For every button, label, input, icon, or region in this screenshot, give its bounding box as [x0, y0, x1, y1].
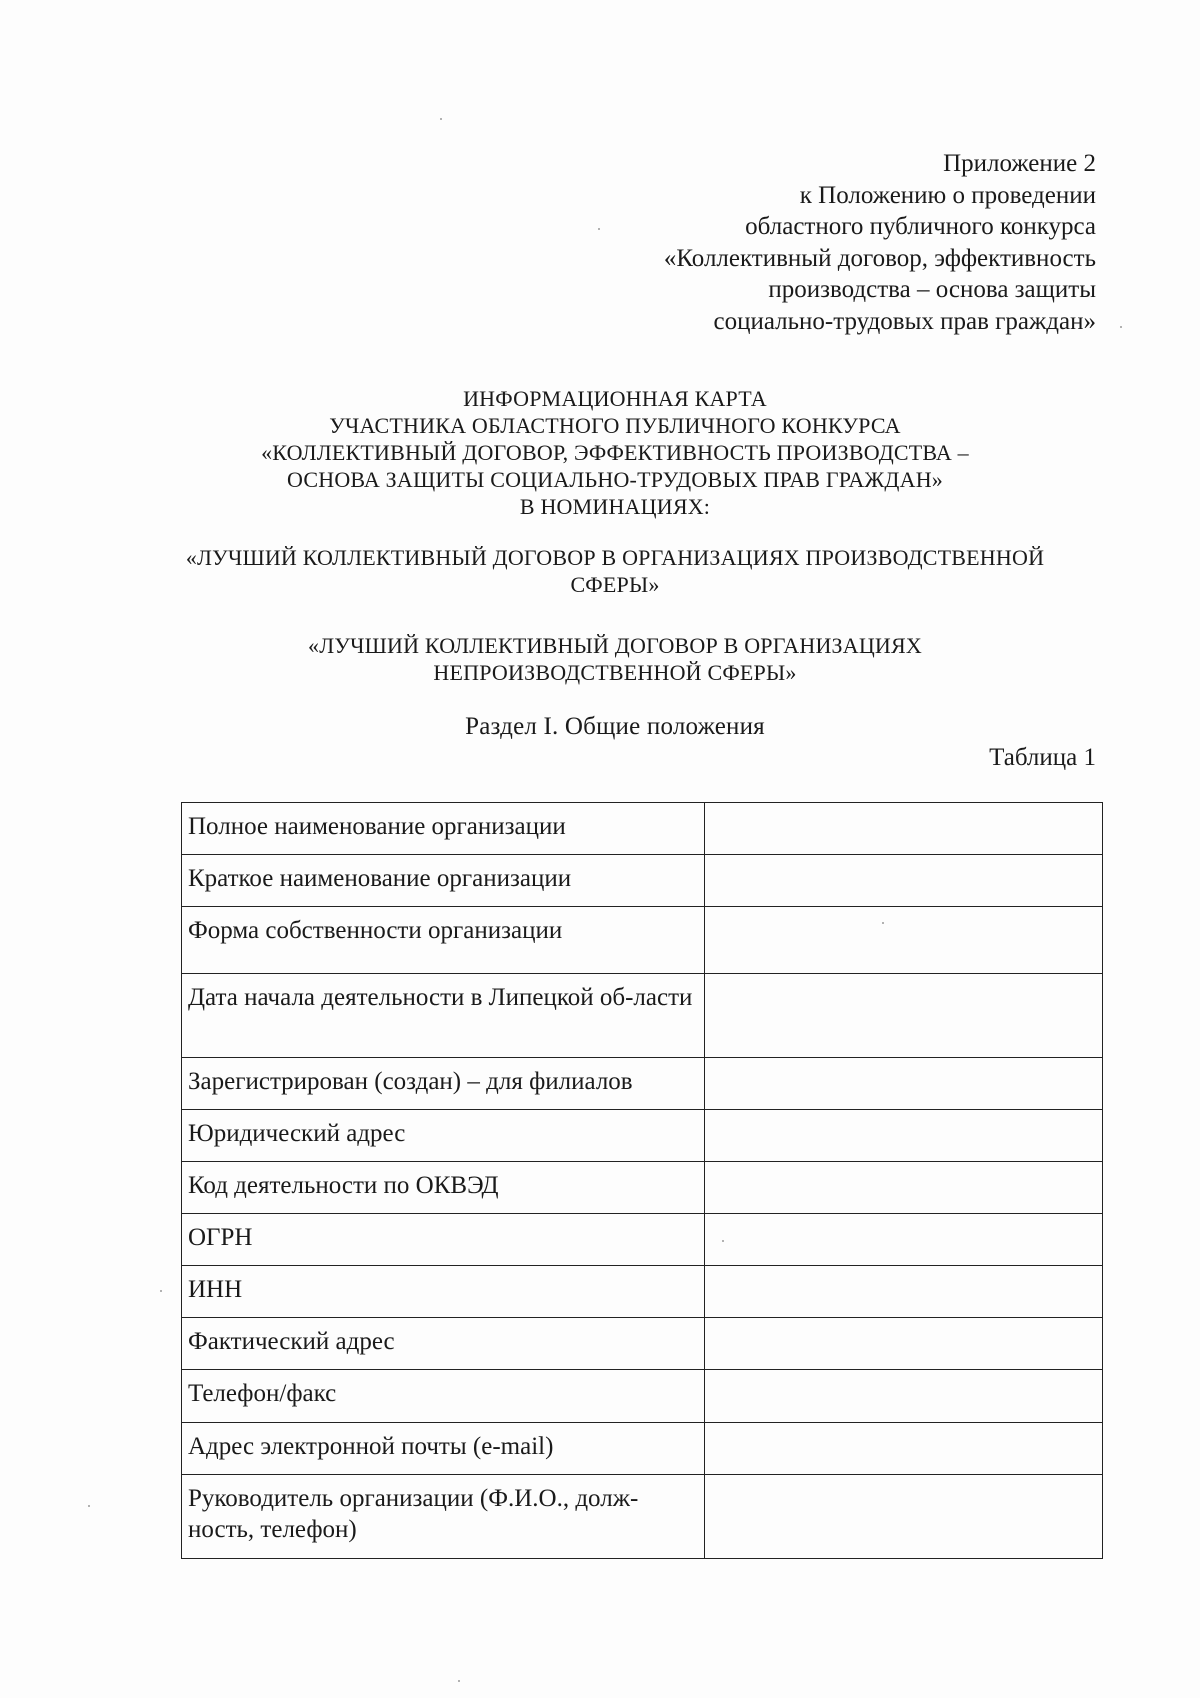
row-label: ИНН [182, 1266, 705, 1318]
nomination-non-production [150, 632, 1080, 686]
nomination-production [150, 544, 1080, 598]
row-label: Код деятельности по ОКВЭД [182, 1162, 705, 1214]
row-value-field[interactable] [705, 1318, 1103, 1370]
table-row [182, 1370, 1103, 1423]
appendix-line: «Коллективный договор, эффективность [663, 244, 1096, 272]
appendix-line: Приложение 2 [943, 150, 1096, 177]
scan-speck [1120, 326, 1122, 328]
info-table [181, 802, 1103, 1559]
section-title: Раздел I. Общие положения [465, 713, 765, 740]
appendix-line: к Положению о проведении [799, 181, 1096, 209]
appendix-line: областного публичного конкурса [745, 213, 1096, 240]
table-row [182, 803, 1103, 855]
table-row [182, 855, 1103, 907]
title-line: В НОМИНАЦИЯХ: [519, 494, 711, 519]
row-label: Юридический адрес [182, 1110, 705, 1162]
row-label: Краткое наименование организации [182, 855, 705, 907]
row-value-field[interactable] [705, 1266, 1103, 1318]
appendix-line: социально-трудовых прав граждан» [713, 307, 1096, 335]
row-label: Полное наименование организации [182, 803, 705, 855]
title-line: ОСНОВА ЗАЩИТЫ СОЦИАЛЬНО-ТРУДОВЫХ ПРАВ ГРАЖДАН» [287, 467, 943, 492]
row-label: ОГРН [182, 1214, 705, 1266]
row-value-field[interactable] [705, 803, 1103, 855]
scan-speck [458, 1680, 460, 1682]
row-label: Дата начала деятельности в Липецкой об-ласти [182, 974, 705, 1058]
appendix-line: производства – основа защиты [768, 276, 1096, 303]
row-label: Телефон/факс [182, 1370, 705, 1423]
title-line: «КОЛЛЕКТИВНЫЙ ДОГОВОР, ЭФФЕКТИВНОСТЬ ПРОИЗВОДСТВА – [261, 440, 969, 465]
scan-speck [440, 118, 442, 120]
table-row [182, 1110, 1103, 1162]
appendix-header [396, 148, 1096, 337]
title-line: ИНФОРМАЦИОННАЯ КАРТА [463, 386, 767, 411]
nomination-line: «ЛУЧШИЙ КОЛЛЕКТИВНЫЙ ДОГОВОР В ОРГАНИЗАЦИЯХ [308, 633, 922, 658]
table-row [182, 1475, 1103, 1559]
row-label: Руководитель организации (Ф.И.О., долж-ность, телефон) [182, 1475, 705, 1559]
table-row [182, 1423, 1103, 1475]
row-value-field[interactable] [705, 1475, 1103, 1559]
scan-speck [722, 1240, 724, 1242]
table-row [182, 974, 1103, 1058]
nomination-line: «ЛУЧШИЙ КОЛЛЕКТИВНЫЙ ДОГОВОР В ОРГАНИЗАЦИЯХ ПРОИЗВОДСТВЕННОЙ [185, 545, 1045, 570]
scan-speck [160, 1290, 162, 1292]
row-value-field[interactable] [705, 1110, 1103, 1162]
row-value-field[interactable] [705, 907, 1103, 974]
row-value-field[interactable] [705, 1423, 1103, 1475]
row-value-field[interactable] [705, 855, 1103, 907]
table-row [182, 1214, 1103, 1266]
document-title [150, 385, 1080, 520]
row-value-field[interactable] [705, 1058, 1103, 1110]
nomination-line: СФЕРЫ» [570, 572, 660, 597]
scan-speck [882, 922, 884, 924]
table-row [182, 1266, 1103, 1318]
table-row [182, 907, 1103, 974]
row-label: Форма собственности организации [182, 907, 705, 974]
row-label: Фактический адрес [182, 1318, 705, 1370]
table-row [182, 1162, 1103, 1214]
table-row [182, 1318, 1103, 1370]
scan-speck [88, 1505, 90, 1507]
table-row [182, 1058, 1103, 1110]
table-label: Таблица 1 [989, 744, 1096, 771]
row-label: Адрес электронной почты (e-mail) [182, 1423, 705, 1475]
row-value-field[interactable] [705, 1370, 1103, 1423]
row-label: Зарегистрирован (создан) – для филиалов [182, 1058, 705, 1110]
row-value-field[interactable] [705, 1214, 1103, 1266]
row-value-field[interactable] [705, 1162, 1103, 1214]
nomination-line: НЕПРОИЗВОДСТВЕННОЙ СФЕРЫ» [433, 660, 797, 685]
title-line: УЧАСТНИКА ОБЛАСТНОГО ПУБЛИЧНОГО КОНКУРСА [329, 413, 901, 438]
scan-speck [598, 228, 600, 230]
row-value-field[interactable] [705, 974, 1103, 1058]
